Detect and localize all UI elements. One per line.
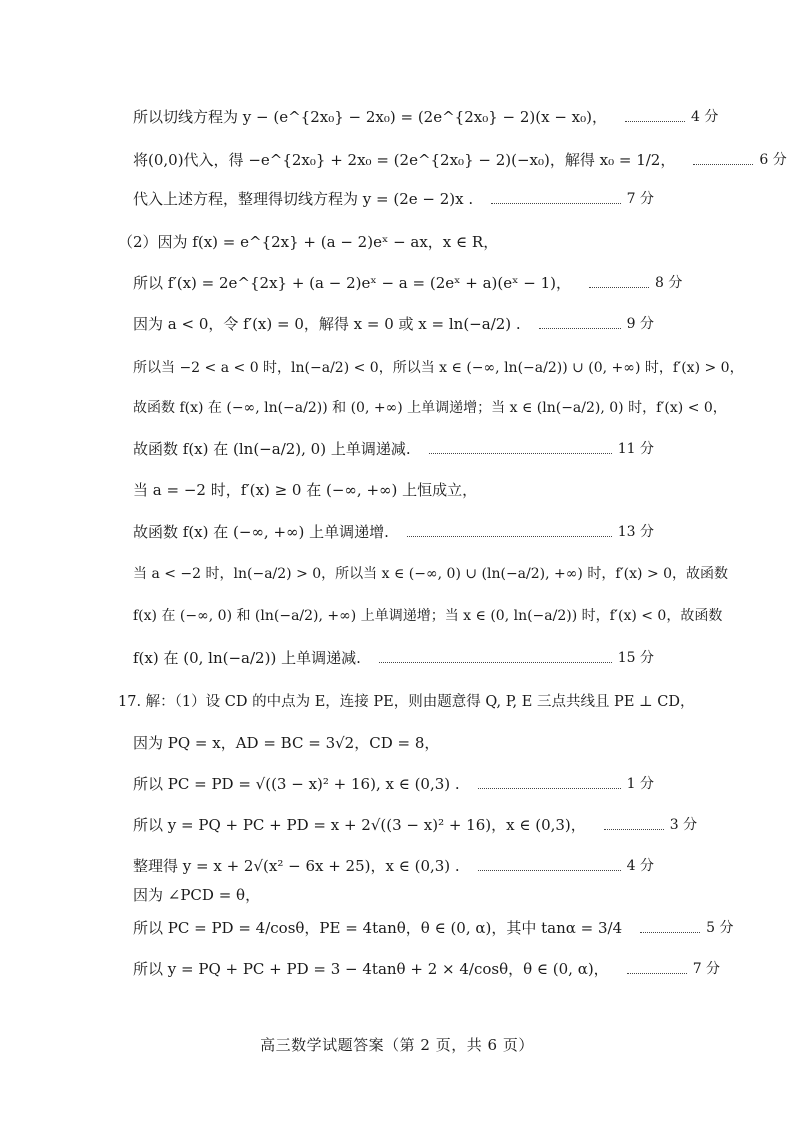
answer-text: f(x) 在 (0, ln(−a/2)) 上单调递减. <box>133 649 361 667</box>
dot-leader <box>627 965 687 974</box>
answer-line <box>133 438 654 460</box>
answer-text: 所以当 −2 < a < 0 时，ln(−a/2) < 0，所以当 x ∈ (−∞, ln(−a/2)) ∪ (0, +∞) 时，f′(x) > 0， <box>133 360 744 376</box>
score-label: 4 分 <box>626 858 654 874</box>
answer-text: 17. 解：（1）设 CD 的中点为 E，连接 PE，则由题意得 Q, P, E 三点共线且 PE ⊥ CD， <box>118 694 695 710</box>
answer-line <box>133 958 721 980</box>
answer-line <box>133 272 683 294</box>
answer-line <box>118 691 695 713</box>
answer-text: 所以切线方程为 y − (e^{2x₀} − 2x₀) = (2e^{2x₀} − 2)(x − x₀)， <box>133 108 608 126</box>
answer-text: 当 a = −2 时，f′(x) ≥ 0 在 (−∞, +∞) 上恒成立， <box>133 481 478 499</box>
score-label: 13 分 <box>617 524 654 540</box>
answer-line <box>133 855 654 877</box>
score-label: 9 分 <box>626 316 654 332</box>
answer-text: 所以 y = PQ + PC + PD = x + 2√((3 − x)² + 16)，x ∈ (0,3)， <box>133 816 586 834</box>
answer-text: f(x) 在 (−∞, 0) 和 (ln(−a/2), +∞) 上单调递增；当 x ∈ (0, ln(−a/2)) 时，f′(x) < 0，故函数 <box>133 608 723 624</box>
dot-leader <box>491 195 621 204</box>
answer-line <box>133 814 698 836</box>
answer-line <box>133 732 654 754</box>
score-label: 15 分 <box>617 650 654 666</box>
dot-leader <box>478 780 621 789</box>
score-label: 11 分 <box>617 441 654 457</box>
dot-leader <box>589 279 649 288</box>
answer-text: 故函数 f(x) 在 (ln(−a/2), 0) 上单调递减. <box>133 440 411 458</box>
answer-text: 当 a < −2 时，ln(−a/2) > 0，所以当 x ∈ (−∞, 0) ∪ (ln(−a/2), +∞) 时，f′(x) > 0，故函数 <box>133 566 729 582</box>
score-label: 7 分 <box>692 961 721 977</box>
answer-text: 所以 PC = PD = 4/cosθ，PE = 4tanθ，θ ∈ (0, α)，其中 tanα = 3/4 <box>133 919 623 937</box>
answer-text: 所以 f′(x) = 2e^{2x} + (a − 2)eˣ − a = (2eˣ + a)(eˣ − 1)， <box>133 274 571 292</box>
answer-line <box>133 773 654 795</box>
dot-leader <box>407 528 612 537</box>
answer-line <box>133 917 734 939</box>
dot-leader <box>478 862 621 871</box>
answer-text: 故函数 f(x) 在 (−∞, ln(−a/2)) 和 (0, +∞) 上单调递增；当 x ∈ (ln(−a/2), 0) 时，f′(x) < 0， <box>133 400 727 416</box>
page-footer: 高三数学试题答案（第 2 页，共 6 页） <box>260 1036 534 1054</box>
answer-text: 因为 PQ = x，AD = BC = 3√2，CD = 8， <box>133 734 440 752</box>
answer-line <box>133 149 787 171</box>
answer-text: （2）因为 f(x) = e^{2x} + (a − 2)eˣ − ax，x ∈ R， <box>118 233 499 251</box>
dot-leader <box>429 445 612 454</box>
answer-text: 代入上述方程，整理得切线方程为 y = (2e − 2)x . <box>133 190 474 208</box>
dot-leader <box>604 821 664 830</box>
score-label: 3 分 <box>669 817 698 833</box>
answer-text: 整理得 y = x + 2√(x² − 6x + 25)，x ∈ (0,3) . <box>133 857 460 875</box>
score-label: 7 分 <box>626 191 654 207</box>
dot-leader <box>625 113 685 122</box>
answer-line <box>133 605 723 627</box>
answer-text: 将(0,0)代入，得 −e^{2x₀} + 2x₀ = (2e^{2x₀} − 2)(−x₀)，解得 x₀ = 1/2， <box>133 151 676 169</box>
answer-line <box>133 647 654 669</box>
answer-text: 所以 y = PQ + PC + PD = 3 − 4tanθ + 2 × 4/cosθ，θ ∈ (0, α)， <box>133 960 609 978</box>
score-label: 4 分 <box>691 109 719 125</box>
answer-line <box>133 884 654 906</box>
dot-leader <box>693 156 753 165</box>
dot-leader <box>539 320 621 329</box>
score-label: 1 分 <box>626 776 654 792</box>
score-label: 6 分 <box>759 152 787 168</box>
answer-line <box>133 357 744 379</box>
answer-line <box>133 521 654 543</box>
answer-text: 因为 a < 0，令 f′(x) = 0，解得 x = 0 或 x = ln(−a/2) . <box>133 315 521 333</box>
answer-text: 所以 PC = PD = √((3 − x)² + 16), x ∈ (0,3) . <box>133 775 460 793</box>
answer-line <box>133 188 654 210</box>
answer-line <box>118 231 654 253</box>
answer-line <box>133 397 727 419</box>
answer-line <box>133 563 729 585</box>
answer-text: 故函数 f(x) 在 (−∞, +∞) 上单调递增. <box>133 523 389 541</box>
answer-line <box>133 479 654 501</box>
dot-leader <box>379 654 612 663</box>
answer-line <box>133 106 719 128</box>
answer-line <box>133 313 654 335</box>
score-label: 5 分 <box>706 920 734 936</box>
answer-text: 因为 ∠PCD = θ， <box>133 886 261 904</box>
score-label: 8 分 <box>654 275 683 291</box>
dot-leader <box>640 924 700 933</box>
